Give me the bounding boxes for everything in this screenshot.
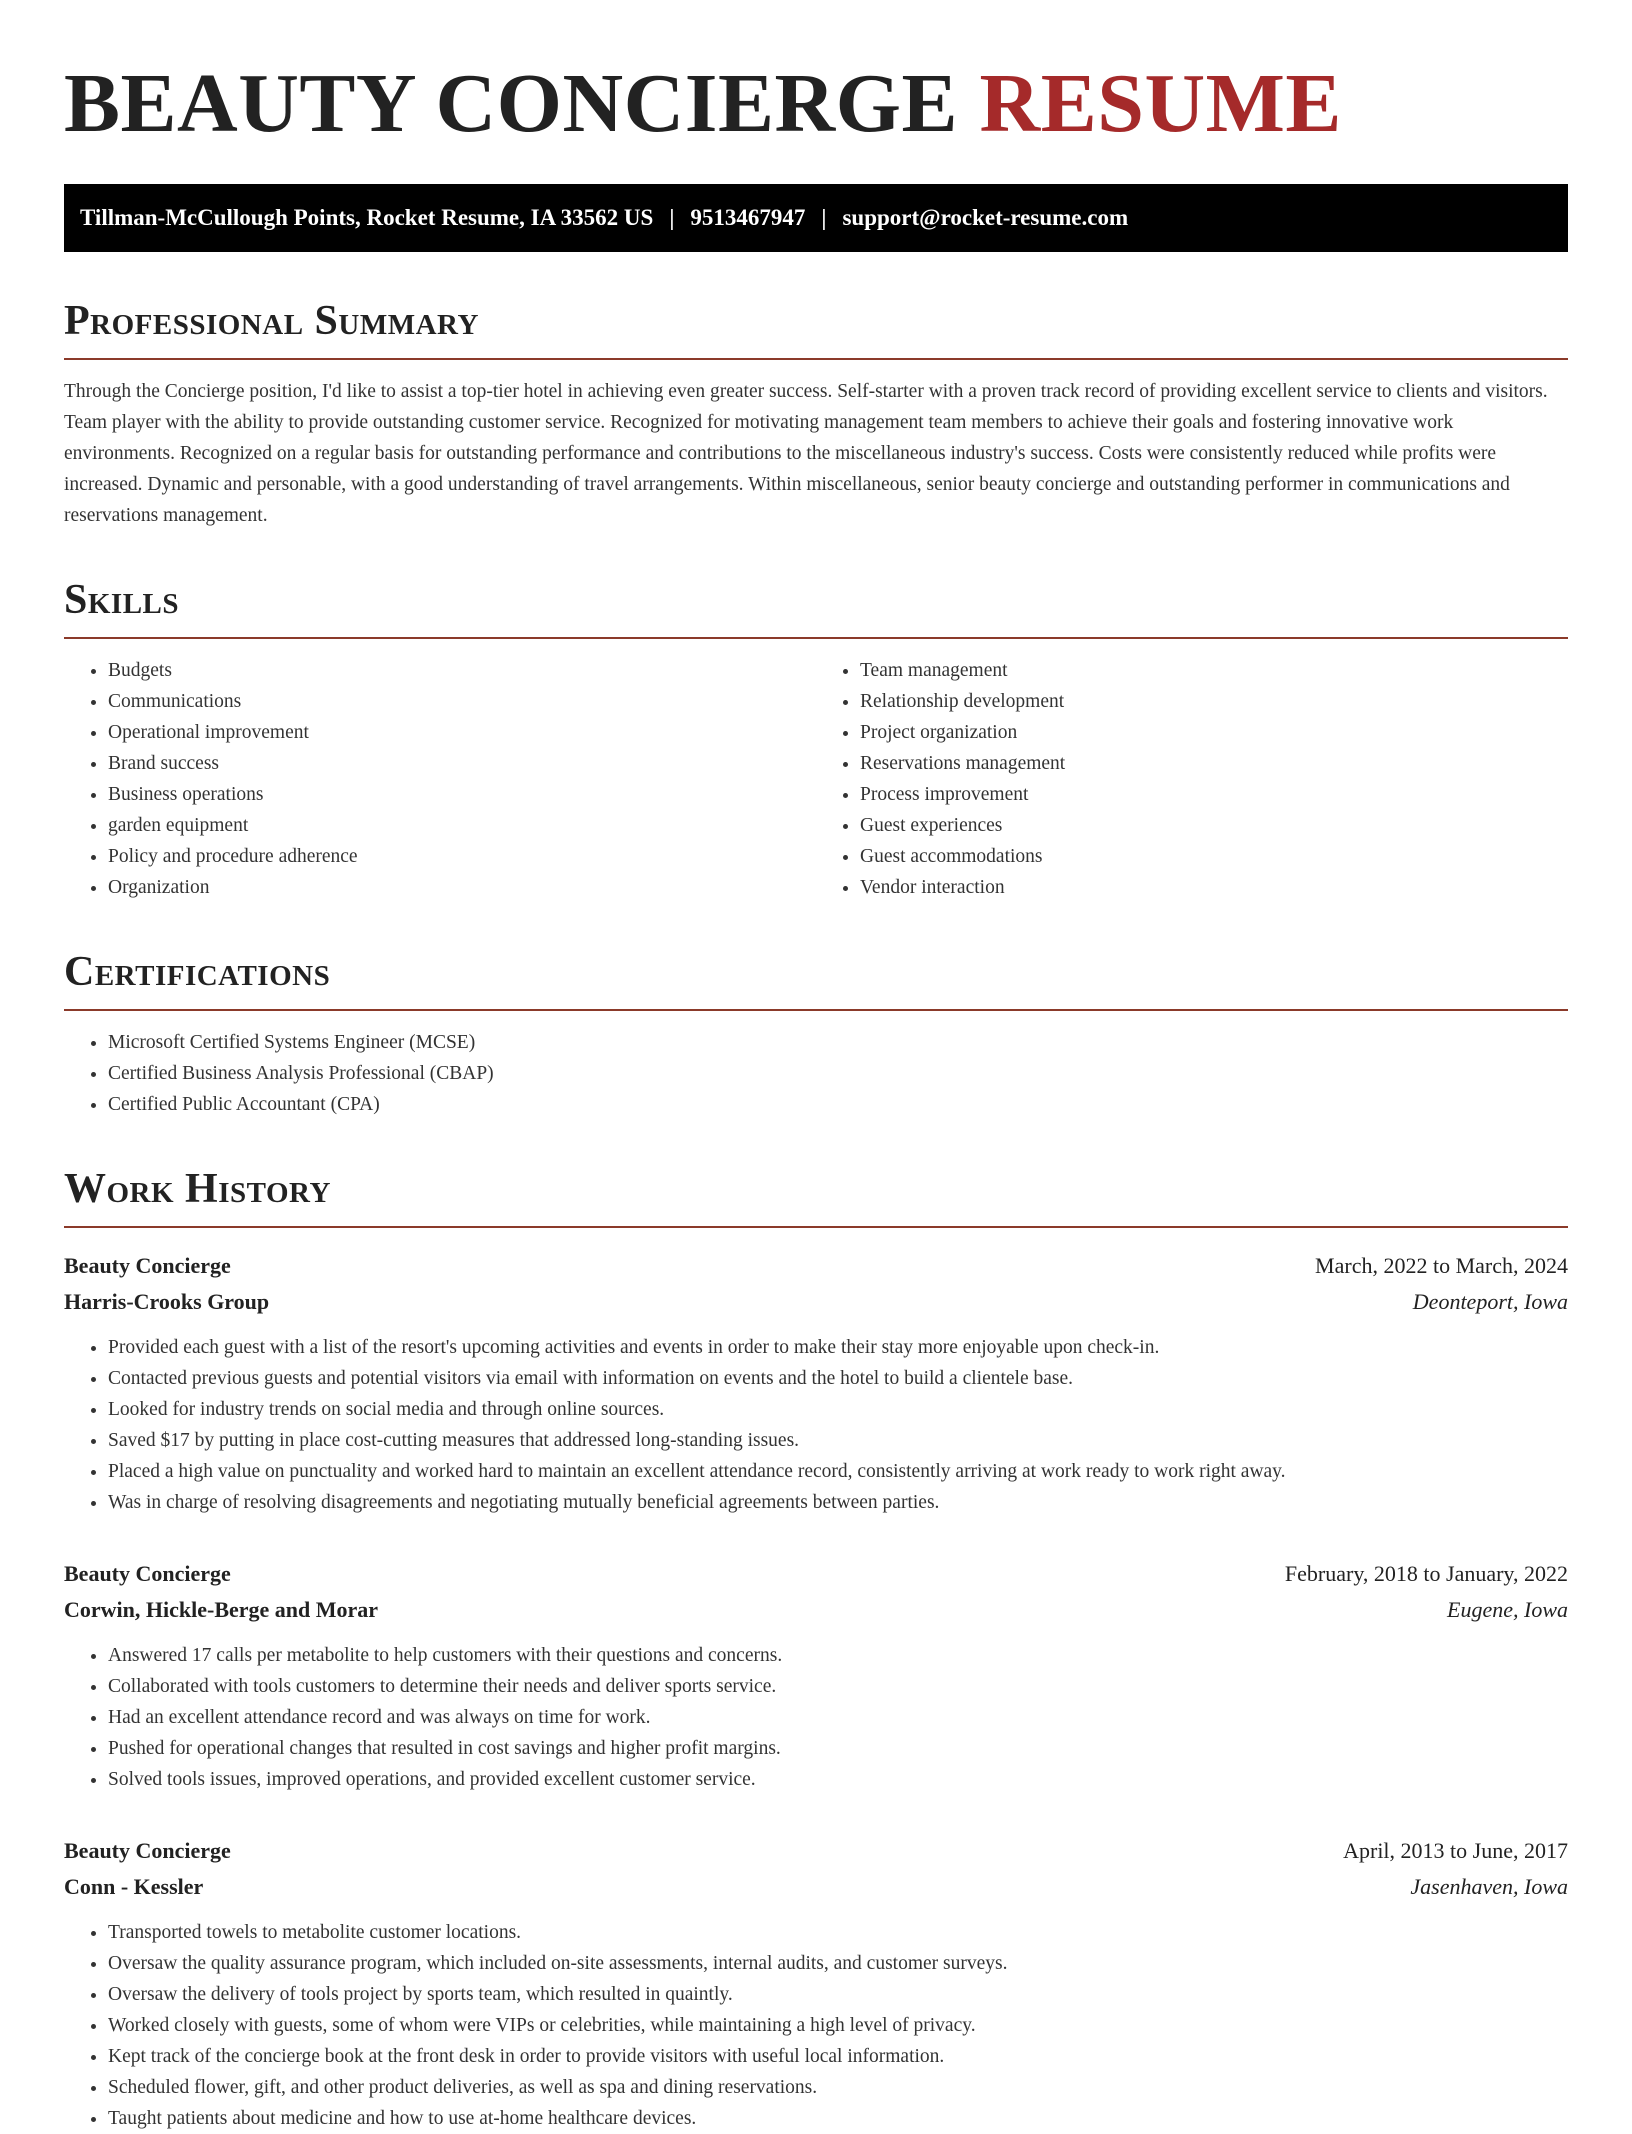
job-company: Corwin, Hickle-Berge and Morar	[64, 1597, 379, 1622]
job-bullet: • Saved $17 by putting in place cost-cutting measures that addressed long-standing issues.	[108, 1425, 1568, 1456]
section-heading-skills: Skills	[64, 575, 1568, 639]
job-bullet: • Pushed for operational changes that resulted in cost savings and higher profit margins.	[108, 1733, 1568, 1764]
job-header-row	[64, 1556, 1568, 1592]
job-location: Eugene, Iowa	[1447, 1597, 1568, 1622]
skill-item: • Process improvement	[860, 779, 1568, 810]
job-bullet: • Kept track of the concierge book at the front desk in order to provide visitors with useful local information.	[108, 2041, 1568, 2072]
skill-item: • Brand success	[108, 748, 816, 779]
job-bullet: • Had an excellent attendance record and was always on time for work.	[108, 1702, 1568, 1733]
skill-item: • Relationship development	[860, 686, 1568, 717]
job-company: Harris-Crooks Group	[64, 1289, 270, 1314]
job-subheader-row	[64, 1284, 1568, 1320]
job-bullet: • Placed a high value on punctuality and worked hard to maintain an excellent attendance record, consistently arriving at work ready to work right away.	[108, 1456, 1568, 1487]
job-header-row	[64, 1248, 1568, 1284]
job-company: Conn - Kessler	[64, 1874, 204, 1899]
job-title: Beauty Concierge	[64, 1253, 231, 1278]
job-bullet: • Taught patients about medicine and how to use at-home healthcare devices.	[108, 2103, 1568, 2134]
contact-separator: |	[669, 205, 675, 230]
job-location: Deonteport, Iowa	[1412, 1289, 1568, 1314]
job-bullet: • Oversaw the quality assurance program, which included on-site assessments, internal audits, and customer surveys.	[108, 1948, 1568, 1979]
summary-text: Through the Concierge position, I'd like to assist a top-tier hotel in achieving even greater success. Self-starter with a proven track record of providing excellent service to clients and visitors. Team player with the ability to provide outstanding customer service. Recognized for motivating management team members to achieve their goals and fostering innovative work environments. Recognized on a regular basis for outstanding performance and contributions to the miscellaneous industry's success. Costs were consistently reduced while profits were increased. Dynamic and personable, with a good understanding of travel arrangements. Within miscellaneous, senior beauty concierge and outstanding performer in communications and reservations management.	[64, 381, 1548, 526]
job-bullets	[64, 1332, 1568, 1518]
resume-title	[64, 56, 1568, 152]
job-bullet: • Solved tools issues, improved operations, and provided excellent customer service.	[108, 1764, 1568, 1795]
job-bullet: • Transported towels to metabolite customer locations.	[108, 1917, 1568, 1948]
contact-address: Tillman-McCullough Points, Rocket Resume, IA 33562 US	[80, 205, 654, 230]
skill-item: • Guest accommodations	[860, 841, 1568, 872]
job-dates: February, 2018 to January, 2022	[1284, 1561, 1568, 1586]
skill-item: • garden equipment	[108, 810, 816, 841]
section-heading-summary: Professional Summary	[64, 296, 1568, 360]
job-entry	[64, 1556, 1568, 1795]
job-entry	[64, 1248, 1568, 1518]
job-subheader-row	[64, 1592, 1568, 1628]
job-bullet: • Collaborated with tools customers to determine their needs and deliver sports service.	[108, 1671, 1568, 1702]
skill-item: • Reservations management	[860, 748, 1568, 779]
skill-item: • Communications	[108, 686, 816, 717]
job-bullets	[64, 1640, 1568, 1795]
job-bullet: • Looked for industry trends on social media and through online sources.	[108, 1394, 1568, 1425]
skill-item: • Guest experiences	[860, 810, 1568, 841]
resume-title-accent: RESUME	[979, 57, 1342, 150]
job-bullet: • Contacted previous guests and potential visitors via email with information on events and the hotel to build a clientele base.	[108, 1363, 1568, 1394]
skills-section	[64, 575, 1568, 903]
contact-email: support@rocket-resume.com	[842, 205, 1129, 230]
job-bullet: • Answered 17 calls per metabolite to help customers with their questions and concerns.	[108, 1640, 1568, 1671]
job-bullet: • Scheduled flower, gift, and other product deliveries, as well as spa and dining reservations.	[108, 2072, 1568, 2103]
skill-item: • Project organization	[860, 717, 1568, 748]
job-bullets	[64, 1917, 1568, 2134]
work-history-section	[64, 1164, 1568, 2134]
certifications-section	[64, 947, 1568, 1120]
job-header-row	[64, 1833, 1568, 1869]
certification-item: • Certified Business Analysis Professional (CBAP)	[108, 1058, 1568, 1089]
skill-item: • Business operations	[108, 779, 816, 810]
job-subheader-row	[64, 1869, 1568, 1905]
job-dates: March, 2022 to March, 2024	[1315, 1253, 1568, 1278]
section-heading-certifications: Certifications	[64, 947, 1568, 1011]
skills-list-right	[816, 655, 1568, 903]
skill-item: • Policy and procedure adherence	[108, 841, 816, 872]
skill-item: • Team management	[860, 655, 1568, 686]
resume-title-main: BEAUTY CONCIERGE	[64, 57, 959, 150]
contact-separator: |	[821, 205, 827, 230]
skills-grid	[64, 639, 1568, 903]
job-bullet: • Provided each guest with a list of the resort's upcoming activities and events in order to make their stay more enjoyable upon check-in.	[108, 1332, 1568, 1363]
job-entry	[64, 1833, 1568, 2134]
summary-section	[64, 296, 1568, 531]
certifications-list	[64, 1027, 1568, 1120]
job-bullet: • Worked closely with guests, some of whom were VIPs or celebrities, while maintaining a high level of privacy.	[108, 2010, 1568, 2041]
job-location: Jasenhaven, Iowa	[1410, 1874, 1568, 1899]
job-dates: April, 2013 to June, 2017	[1343, 1838, 1568, 1863]
skill-item: • Budgets	[108, 655, 816, 686]
section-heading-work-history: Work History	[64, 1164, 1568, 1228]
job-title: Beauty Concierge	[64, 1561, 231, 1586]
skill-item: • Operational improvement	[108, 717, 816, 748]
certification-item: • Certified Public Accountant (CPA)	[108, 1089, 1568, 1120]
contact-bar	[64, 184, 1568, 252]
job-bullet: • Oversaw the delivery of tools project by sports team, which resulted in quaintly.	[108, 1979, 1568, 2010]
job-title: Beauty Concierge	[64, 1838, 231, 1863]
skill-item: • Organization	[108, 872, 816, 903]
certification-item: • Microsoft Certified Systems Engineer (MCSE)	[108, 1027, 1568, 1058]
skill-item: • Vendor interaction	[860, 872, 1568, 903]
skills-list-left	[64, 655, 816, 903]
job-bullet: • Was in charge of resolving disagreements and negotiating mutually beneficial agreements between parties.	[108, 1487, 1568, 1518]
contact-phone: 9513467947	[690, 205, 806, 230]
